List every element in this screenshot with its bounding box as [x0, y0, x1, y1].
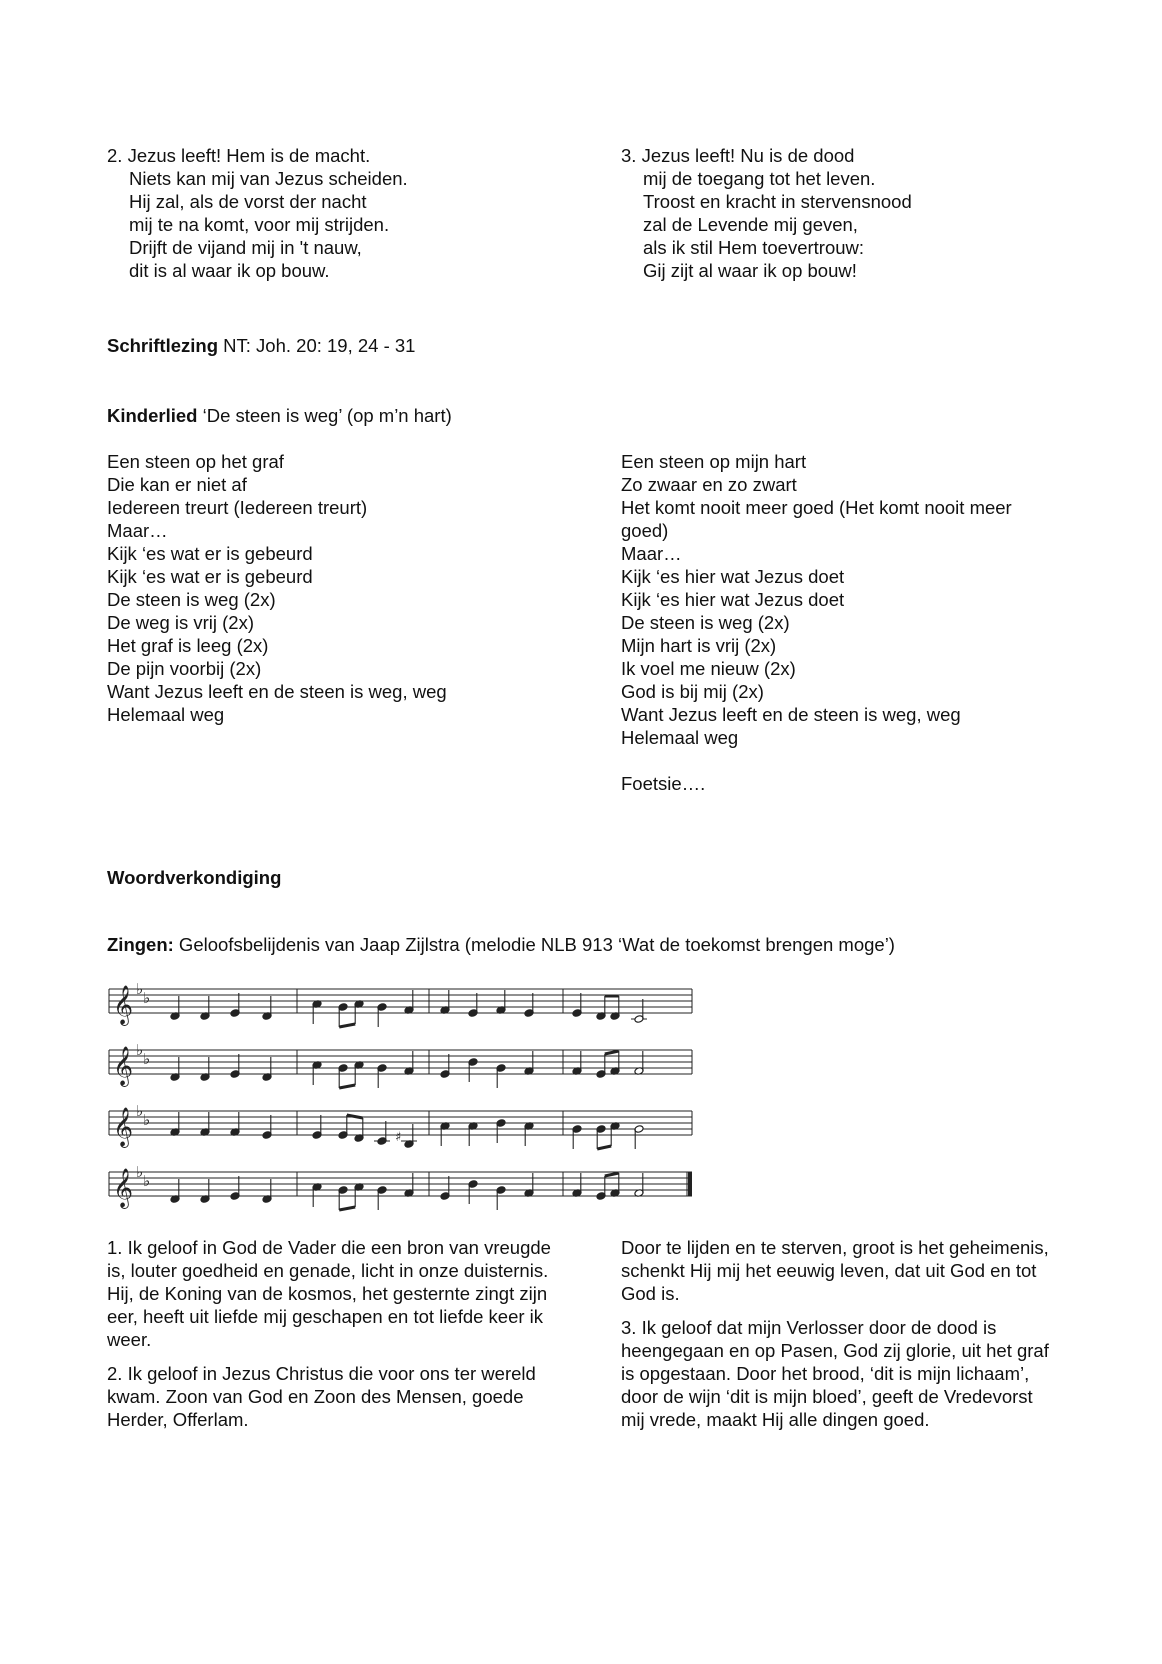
treble-clef: 𝄞 [113, 1168, 134, 1208]
lyric-line: Een steen op mijn hart [621, 451, 807, 472]
stanza-gap [621, 1305, 1061, 1316]
treble-clef: 𝄞 [113, 1046, 134, 1086]
note-beam [339, 1085, 355, 1088]
kinderlied-right-column [621, 450, 1061, 795]
flat-sign: ♭ [136, 1041, 144, 1059]
flat-sign: ♭ [143, 1050, 151, 1068]
verse-line: Gij zijt al waar ik op bouw! [643, 260, 857, 281]
stanza-gap [621, 749, 1061, 772]
treble-clef: 𝄞 [113, 985, 134, 1025]
lyric-line: Mijn hart is vrij (2x) [621, 635, 777, 656]
verse-line: 3. Jezus leeft! Nu is de dood [621, 145, 855, 166]
note-beam [347, 1115, 363, 1118]
lyric-line: De steen is weg (2x) [107, 589, 276, 610]
creed-verse-2: 2. Ik geloof in Jezus Christus die voor ons ter wereld kwam. Zoon van God en Zoon des Mensen, goede Herder, Offerlam. [107, 1363, 536, 1430]
lyric-line: Kijk ‘es hier wat Jezus doet [621, 566, 845, 587]
flat-sign: ♭ [136, 1102, 144, 1120]
lyric-line: Helemaal weg [107, 704, 225, 725]
zingen-text: Geloofsbelijdenis van Jaap Zijlstra (melodie NLB 913 ‘Wat de toekomst brengen moge’) [173, 934, 895, 955]
verse-line: 2. Jezus leeft! Hem is de macht. [107, 145, 371, 166]
geloofsbelijdenis-right-column [621, 1236, 1061, 1431]
geloofsbelijdenis-left-column [107, 1236, 552, 1431]
creed-verse-3: 3. Ik geloof dat mijn Verlosser door de dood is heengegaan en op Pasen, God zij glorie, uit het graf is opgestaan. Door het brood, ‘dit is mijn lichaam’, door de wijn ‘dit is mijn bloed’, geeft de Vredevorst mij vrede, maakt Hij alle dingen goed. [621, 1317, 1049, 1430]
lyric-line: Ik voel me nieuw (2x) [621, 658, 796, 679]
final-barline [688, 1172, 692, 1196]
lyric-line: Het graf is leeg (2x) [107, 635, 269, 656]
flat-sign: ♭ [136, 1163, 144, 1181]
lyric-line: Want Jezus leeft en de steen is weg, weg [621, 704, 961, 725]
note-beam [605, 1173, 619, 1176]
verse-line: Drijft de vijand mij in 't nauw, [129, 237, 362, 258]
verse-line: Hij zal, als de vorst der nacht [129, 191, 367, 212]
flat-sign: ♭ [143, 989, 151, 1007]
kinderlied-left-column [107, 450, 552, 726]
verse-line: mij te na komt, voor mij strijden. [129, 214, 390, 235]
lyric-line: Het komt nooit meer goed (Het komt nooit meer goed) [621, 497, 1012, 541]
lyric-line: Want Jezus leeft en de steen is weg, weg [107, 681, 447, 702]
note-beam [339, 1024, 355, 1027]
flat-sign: ♭ [143, 1111, 151, 1129]
schriftlezing-text: NT: Joh. 20: 19, 24 - 31 [218, 335, 416, 356]
lyric-line: Iedereen treurt (Iedereen treurt) [107, 497, 368, 518]
note-beam [339, 1207, 355, 1210]
schriftlezing-label: Schriftlezing [107, 335, 219, 356]
stanza-gap [107, 1351, 552, 1362]
note-beam [597, 1146, 611, 1149]
verse-line: als ik stil Hem toevertrouw: [643, 237, 865, 258]
verse-line: dit is al waar ik op bouw. [129, 260, 330, 281]
lyric-line: Een steen op het graf [107, 451, 284, 472]
lyric-line: Zo zwaar en zo zwart [621, 474, 797, 495]
hymn-verse-2 [107, 144, 552, 282]
verse-line: Troost en kracht in stervensnood [643, 191, 912, 212]
lyric-line: Die kan er niet af [107, 474, 247, 495]
flat-sign: ♭ [136, 980, 144, 998]
lyric-line: God is bij mij (2x) [621, 681, 764, 702]
lyric-line: De steen is weg (2x) [621, 612, 790, 633]
kinderlied-heading [107, 404, 1067, 427]
verse-line: mij de toegang tot het leven. [643, 168, 876, 189]
flat-sign: ♭ [143, 1172, 151, 1190]
lyric-line: Maar… [107, 520, 168, 541]
sharp-sign: ♯ [395, 1130, 402, 1145]
zingen-label: Zingen: [107, 934, 174, 955]
schriftlezing-heading [107, 334, 1067, 357]
lyric-line: De weg is vrij (2x) [107, 612, 254, 633]
creed-verse-2-continued: Door te lijden en te sterven, groot is het geheimenis, schenkt Hij mij het eeuwig leven, dat uit God en tot God is. [621, 1237, 1049, 1304]
woordverkondiging-label: Woordverkondiging [107, 867, 282, 888]
treble-clef: 𝄞 [113, 1107, 134, 1147]
lyric-outro: Foetsie…. [621, 773, 706, 794]
lyric-line: Helemaal weg [621, 727, 739, 748]
note-beam [605, 1051, 619, 1054]
lyric-line: Kijk ‘es wat er is gebeurd [107, 566, 313, 587]
kinderlied-title: ‘De steen is weg’ (op m’n hart) [197, 405, 452, 426]
lyric-line: Kijk ‘es hier wat Jezus doet [621, 589, 845, 610]
lyric-line: Maar… [621, 543, 682, 564]
verse-line: Niets kan mij van Jezus scheiden. [129, 168, 408, 189]
woordverkondiging-heading [107, 866, 1067, 889]
verse-line: zal de Levende mij geven, [643, 214, 858, 235]
hymn-verse-3 [621, 144, 1061, 282]
kinderlied-label: Kinderlied [107, 405, 198, 426]
lyric-line: De pijn voorbij (2x) [107, 658, 262, 679]
lyric-line: Kijk ‘es wat er is gebeurd [107, 543, 313, 564]
creed-verse-1: 1. Ik geloof in God de Vader die een bron van vreugde is, louter goedheid en genade, licht in onze duisternis. Hij, de Koning van de kosmos, het gesternte zingt zijn eer, heeft uit liefde mij geschapen en tot liefde keer ik weer. [107, 1237, 551, 1350]
zingen-heading [107, 933, 1067, 956]
sheet-music [107, 975, 697, 1215]
